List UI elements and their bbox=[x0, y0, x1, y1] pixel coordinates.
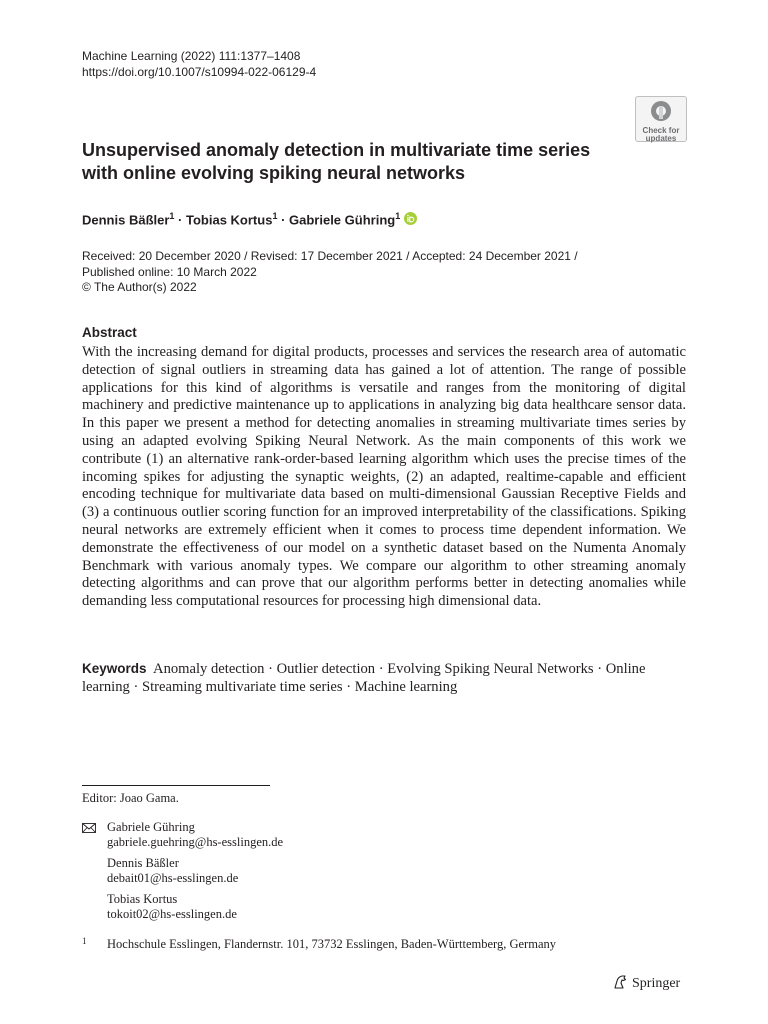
editor-note: Editor: Joao Gama. bbox=[82, 791, 179, 805]
contact-name: Tobias Kortus bbox=[107, 892, 178, 906]
contact-name: Dennis Bäßler bbox=[107, 856, 179, 870]
doi-link[interactable]: https://doi.org/10.1007/s10994-022-06129-4 bbox=[82, 65, 317, 79]
contact-email[interactable]: gabriele.guehring@hs-esslingen.de bbox=[107, 835, 284, 849]
keywords-list: Anomaly detection · Outlier detection · Evolving Spiking Neural Networks · Online learning · Streaming multivariate time series · Machine learning bbox=[82, 661, 646, 695]
footnote-divider bbox=[82, 785, 270, 786]
author-separator: · bbox=[174, 212, 186, 228]
abstract-heading: Abstract bbox=[82, 325, 137, 340]
affiliation-text: Hochschule Esslingen, Flandernstr. 101, 73732 Esslingen, Baden-Württemberg, Germany bbox=[107, 937, 556, 951]
journal-header bbox=[82, 48, 316, 80]
received-revised-accepted: Received: 20 December 2020 / Revised: 17 December 2021 / Accepted: 24 December 2021 / bbox=[82, 249, 578, 263]
crossmark-icon bbox=[650, 100, 672, 122]
contact-entry bbox=[82, 892, 283, 922]
author-name[interactable]: Tobias Kortus bbox=[186, 212, 273, 228]
springer-logo bbox=[612, 974, 680, 992]
author-list bbox=[82, 207, 417, 229]
springer-horse-icon bbox=[612, 974, 628, 990]
author-affiliation-mark: 1 bbox=[395, 211, 401, 221]
contact-email[interactable]: debait01@hs-esslingen.de bbox=[107, 871, 239, 885]
author-name[interactable]: Dennis Bäßler bbox=[82, 212, 170, 228]
author-separator: · bbox=[277, 212, 290, 228]
published-online: Published online: 10 March 2022 bbox=[82, 264, 257, 279]
keywords bbox=[82, 660, 686, 696]
publisher-name: Springer bbox=[632, 976, 681, 991]
journal-citation: Machine Learning (2022) 111:1377–1408 bbox=[82, 49, 301, 63]
envelope-icon bbox=[82, 823, 96, 833]
badge-line1: Check for bbox=[642, 126, 680, 135]
abstract-text: With the increasing demand for digital products, processes and services the research area of automatic detection of signal outliers in streaming data has gained a lot of attention. The range of possible applications for this kind of algorithms is versatile and ranges from the monitoring of digital machinery and predictive maintenance up to applications in analyzing big data healthcare sensor data. In this paper we present a method for detecting anomalies in streaming multivariate times series by using an adapted evolving Spiking Neural Network. As the main components of this work we contribute (1) an alternative rank-order-based learning algorithm which uses the precise times of the incoming spikes for adjusting the synaptic weights, (2) an adapted, realtime-capable and efficient encoding technique for multivariate data based on multi-dimensional Gaussian Receptive Fields and (3) a continuous outlier scoring function for an improved interpretability of the classifications. Spiking neural networks are extremely efficient when it comes to process time dependent information. We demonstrate the effectiveness of our model on a synthetic dataset based on the Numenta Anomaly Benchmark with various anomaly types. We compare our algorithm to other streaming anomaly detecting algorithms and can prove that our algorithm performs better in detecting anomalies while demanding less computational resources for processing high dimensional data. bbox=[82, 344, 686, 610]
contact-entry bbox=[82, 856, 283, 886]
contact-email[interactable]: tokoit02@hs-esslingen.de bbox=[107, 907, 237, 921]
corresponding-contacts bbox=[82, 820, 283, 928]
author-affiliation-mark: 1 bbox=[272, 211, 278, 221]
keywords-label: Keywords bbox=[82, 661, 147, 676]
badge-line2: updates bbox=[645, 134, 677, 143]
affiliation-number: 1 bbox=[82, 936, 87, 946]
orcid-icon[interactable] bbox=[404, 212, 417, 225]
contact-entry bbox=[82, 820, 283, 850]
author-name[interactable]: Gabriele Gühring bbox=[289, 212, 396, 228]
title-line-1: Unsupervised anomaly detection in multivariate time series bbox=[82, 140, 591, 160]
contact-name: Gabriele Gühring bbox=[107, 820, 195, 834]
copyright: © The Author(s) 2022 bbox=[82, 280, 197, 294]
title-line-2: with online evolving spiking neural networks bbox=[82, 163, 466, 183]
author-affiliation-mark: 1 bbox=[169, 211, 175, 221]
paper-title bbox=[82, 139, 642, 185]
publication-dates bbox=[82, 249, 578, 296]
affiliation-footnote bbox=[82, 936, 556, 952]
check-for-updates-badge[interactable] bbox=[635, 96, 687, 142]
